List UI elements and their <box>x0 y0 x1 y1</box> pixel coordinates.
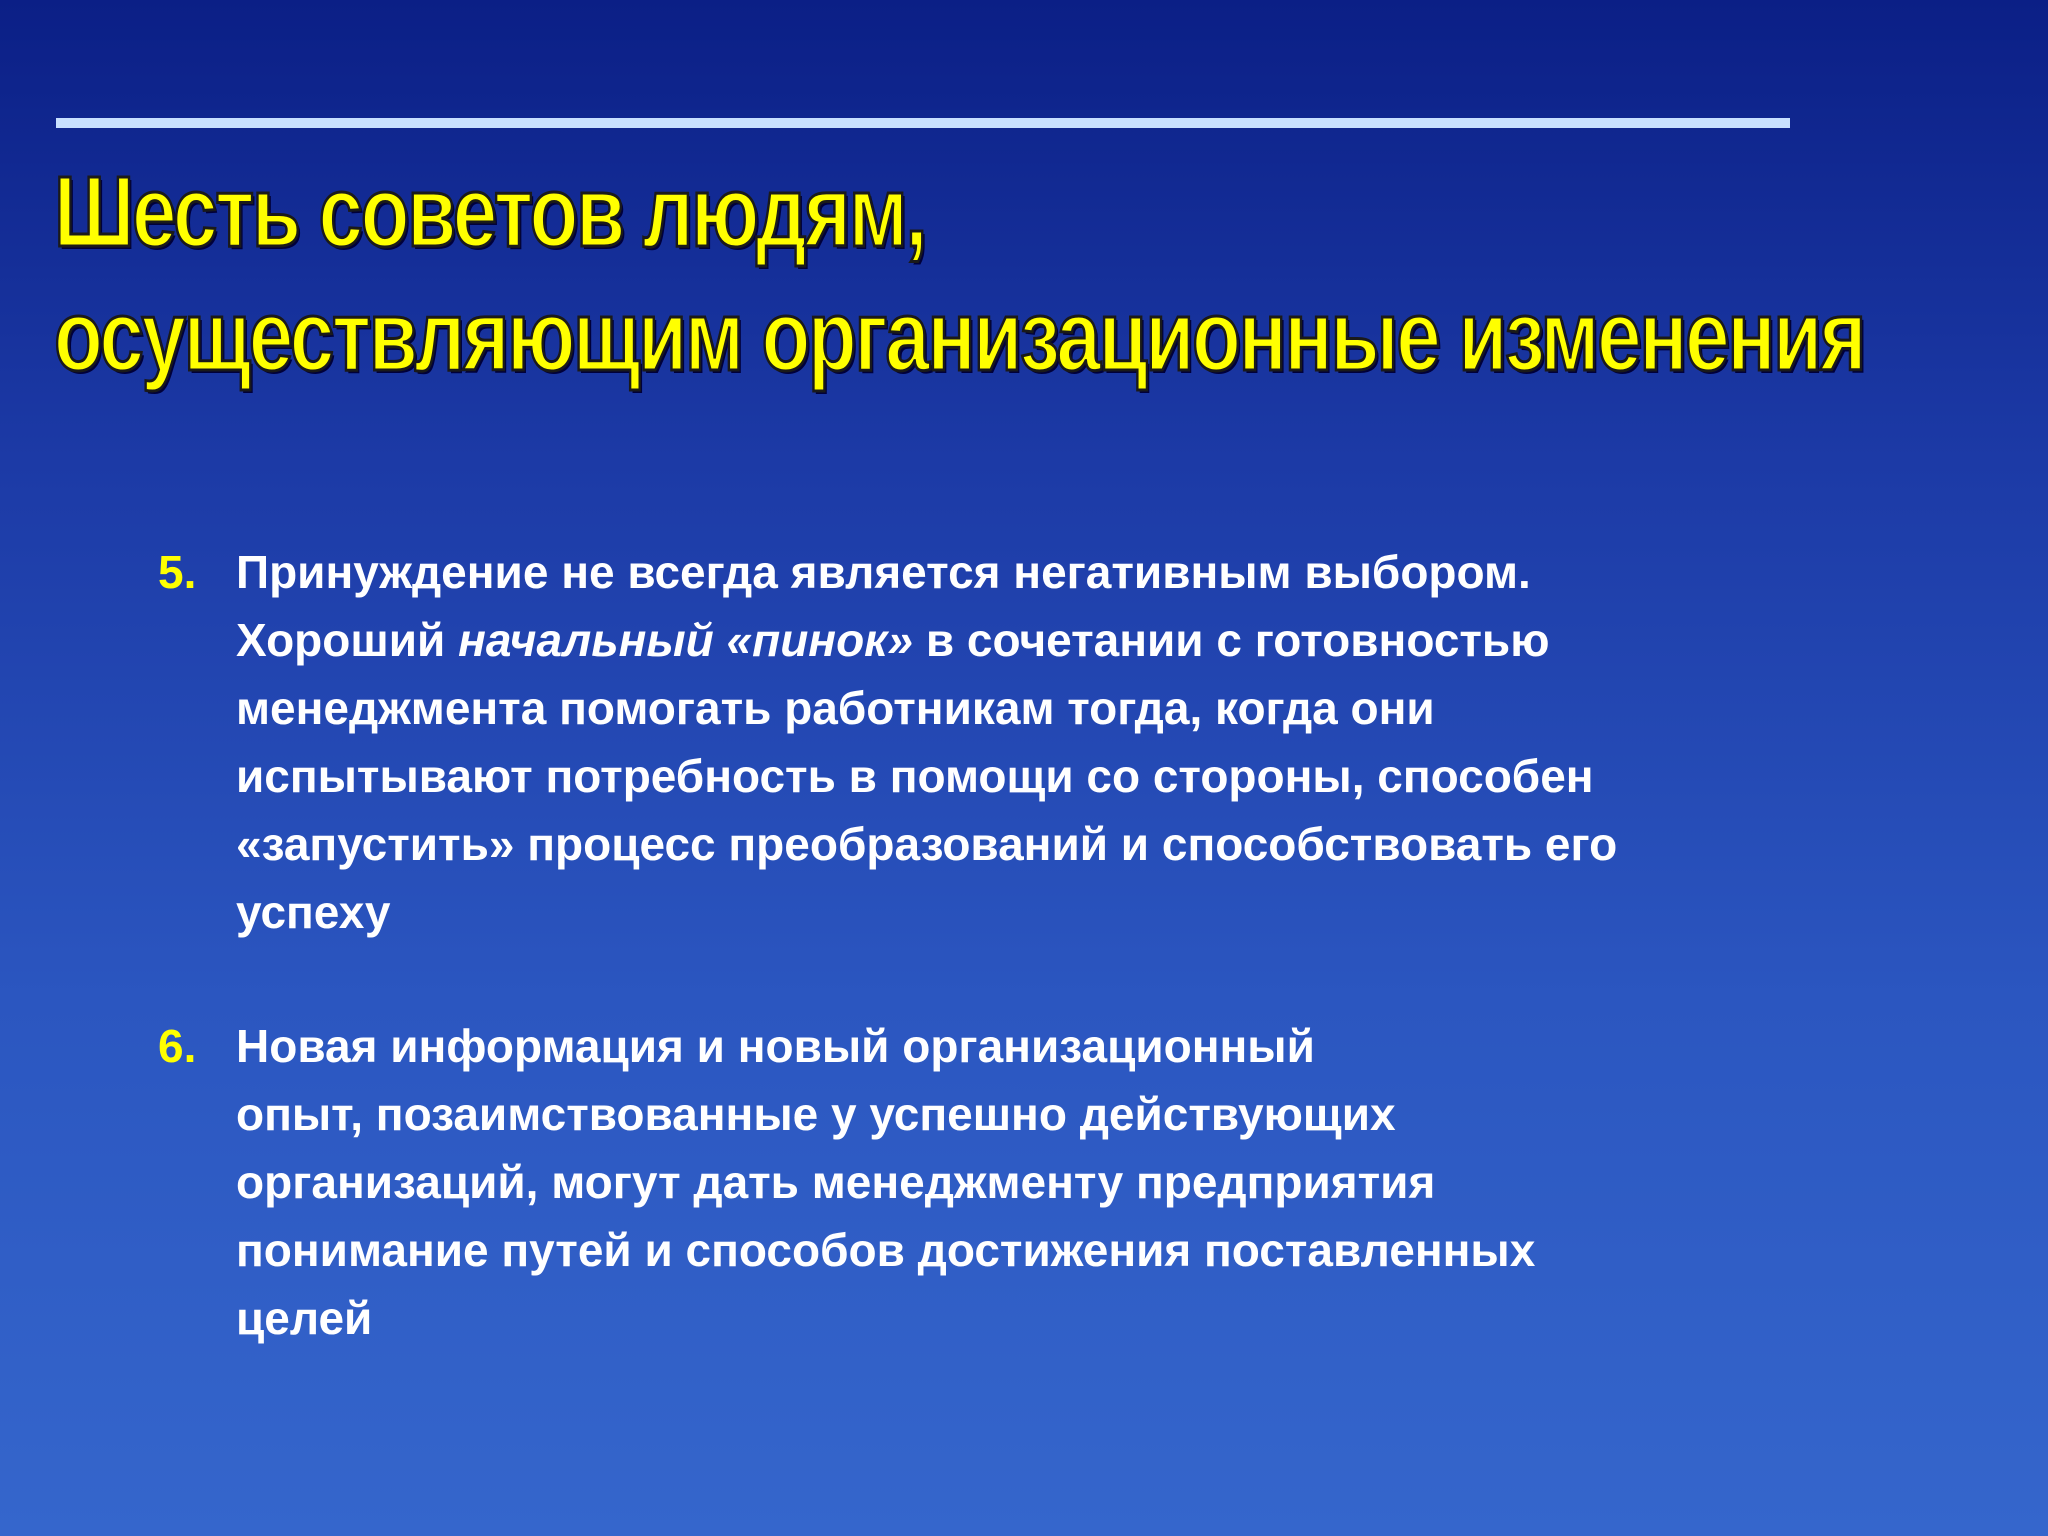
advice-text-line: Принуждение не всегда является негативным выбором. <box>236 546 1531 598</box>
slide-title-line-2: осуществляющим организационные изменения <box>54 280 1865 392</box>
title-divider <box>56 118 1790 128</box>
advice-number: 6. <box>158 1020 197 1072</box>
advice-number: 5. <box>158 546 197 598</box>
advice-text-line <box>236 606 1998 674</box>
advice-text-line: успеху <box>236 886 391 938</box>
advice-text-line: понимание путей и способов достижения поставленных <box>236 1224 1536 1276</box>
slide-title-line-1: Шесть советов людям, <box>54 156 926 268</box>
advice-text-line: организаций, могут дать менеджменту предприятия <box>236 1156 1436 1208</box>
advice-text-line: «запустить» процесс преобразований и способствовать его <box>236 818 1618 870</box>
advice-emphasis: начальный «пинок» <box>458 614 914 666</box>
advice-text <box>236 1012 1998 1352</box>
advice-text-line: испытывают потребность в помощи со стороны, способен <box>236 750 1594 802</box>
advice-text-line: опыт, позаимствованные у успешно действующих <box>236 1088 1396 1140</box>
advice-list <box>158 538 1998 1418</box>
advice-text-fragment: Хороший <box>236 614 459 666</box>
advice-text-fragment: в сочетании с готовностью <box>913 614 1550 666</box>
advice-text <box>236 538 1998 946</box>
advice-text-line: менеджмента помогать работникам тогда, когда они <box>236 682 1435 734</box>
advice-item-6 <box>158 1012 1998 1352</box>
advice-item-5 <box>158 538 1998 946</box>
slide-title <box>54 150 1865 398</box>
advice-text-line: Новая информация и новый организационный <box>236 1020 1315 1072</box>
advice-text-line: целей <box>236 1292 373 1344</box>
